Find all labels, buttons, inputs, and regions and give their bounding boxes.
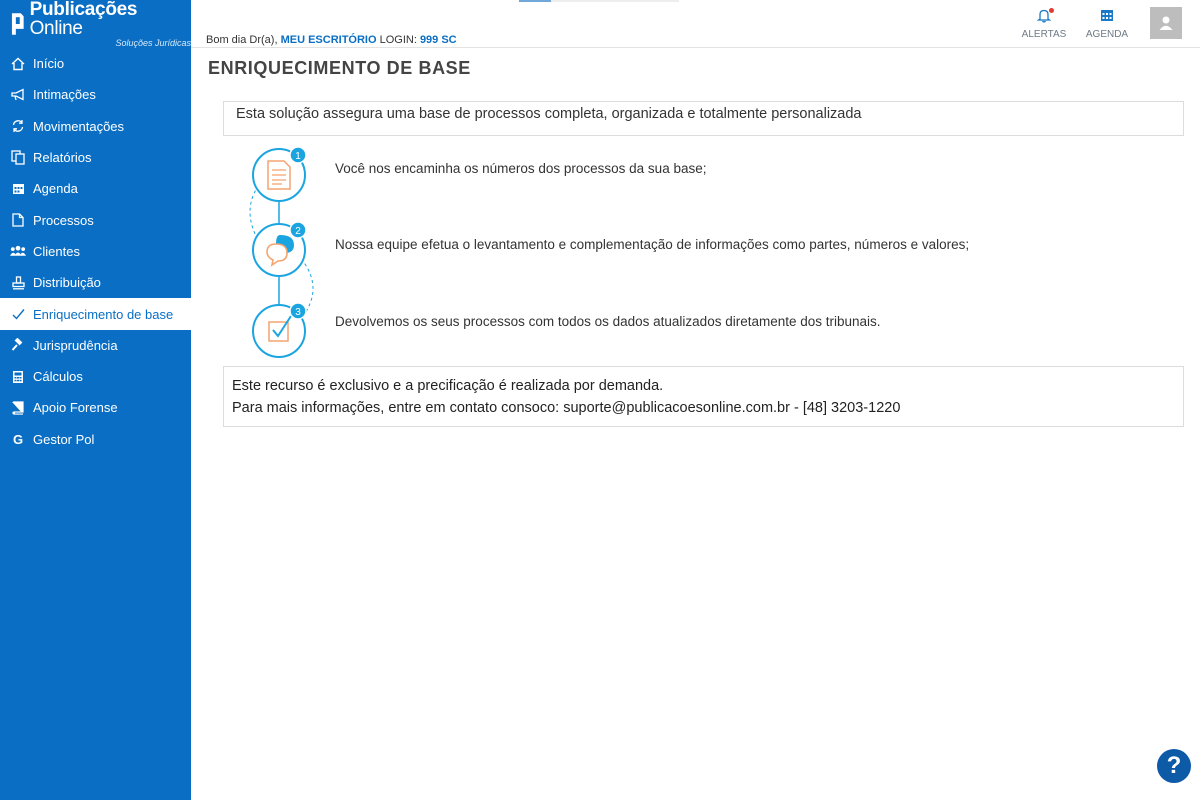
brand-name-bold: Publicações — [29, 0, 138, 20]
info-line-pricing: Este recurso é exclusivo e a precificação é realizada por demanda. — [232, 378, 664, 394]
step-1-text: Você nos encaminha os números dos processos da sua base; — [335, 161, 707, 176]
sidebar-item-label: Cálculos — [33, 369, 83, 385]
page-title: ENRIQUECIMENTO DE BASE — [208, 58, 471, 78]
logo-mark-icon — [10, 11, 26, 37]
sidebar-item-apoio-forense[interactable] — [0, 392, 191, 423]
sidebar-item-enriquecimento-de-base[interactable] — [0, 298, 191, 329]
book-icon — [10, 400, 26, 416]
gavel-icon — [10, 337, 26, 353]
sidebar-item-processos[interactable] — [0, 204, 191, 235]
sidebar-item-relatorios[interactable] — [0, 142, 191, 173]
sidebar-item-gestor-pol[interactable] — [0, 424, 191, 455]
sidebar-item-movimentacoes[interactable] — [0, 111, 191, 142]
sidebar-item-label: Jurisprudência — [33, 337, 118, 353]
user-greeting — [206, 34, 457, 46]
sidebar-item-label: Enriquecimento de base — [33, 306, 174, 322]
office-name: MEU ESCRITÓRIO — [280, 34, 377, 46]
users-icon — [10, 243, 26, 259]
alert-badge-dot — [1049, 8, 1054, 13]
sidebar-item-clientes[interactable] — [0, 236, 191, 267]
sidebar-item-label: Intimações — [33, 87, 96, 103]
user-icon — [1158, 15, 1174, 31]
sidebar-item-label: Início — [33, 56, 65, 72]
step-2-number: 2 — [295, 226, 301, 237]
calculator-icon — [10, 369, 26, 385]
sidebar-item-label: Clientes — [33, 243, 80, 259]
top-bar — [191, 0, 1200, 48]
intro-text: Esta solução assegura uma base de processos completa, organizada e totalmente personalizada — [236, 106, 862, 122]
agenda-label: AGENDA — [1085, 29, 1129, 40]
sidebar-item-inicio[interactable] — [0, 48, 191, 79]
stamp-icon — [10, 275, 26, 291]
step-1-number: 1 — [295, 151, 301, 162]
sidebar-item-label: Agenda — [33, 181, 78, 197]
info-box — [223, 366, 1184, 427]
sidebar — [0, 0, 191, 800]
login-value: 999 SC — [419, 34, 457, 46]
step-3-text: Devolvemos os seus processos com todos os dados atualizados diretamente dos tribunais. — [335, 314, 881, 329]
login-label: LOGIN: — [376, 34, 420, 46]
greeting-prefix: Bom dia Dr(a), — [206, 34, 281, 46]
user-avatar[interactable] — [1150, 7, 1182, 39]
calendar-icon — [1100, 8, 1114, 22]
brand-name-rest: Online — [29, 18, 83, 39]
document-icon — [268, 161, 290, 189]
sidebar-item-distribuicao[interactable] — [0, 267, 191, 298]
calendar-icon — [10, 181, 26, 197]
intro-box — [223, 101, 1184, 136]
file-icon — [10, 212, 26, 228]
info-line-contact: Para mais informações, entre em contato consoco: suporte@publicacoesonline.com.br - [48] 3203-1220 — [232, 400, 901, 416]
sidebar-item-label: Movimentações — [33, 118, 125, 134]
agenda-button[interactable] — [1077, 8, 1137, 40]
sidebar-item-label: Relatórios — [33, 150, 92, 166]
step-2-text: Nossa equipe efetua o levantamento e complementação de informações como partes, números e valores; — [335, 237, 970, 252]
help-question-icon: ? — [1166, 752, 1182, 779]
sidebar-item-label: Distribuição — [33, 275, 101, 291]
step-2-circle — [253, 222, 306, 276]
sidebar-item-intimacoes[interactable] — [0, 79, 191, 110]
alerts-button[interactable] — [1014, 8, 1074, 40]
sidebar-nav — [0, 48, 191, 455]
g-logo-icon: G — [12, 431, 24, 447]
sidebar-item-agenda[interactable] — [0, 173, 191, 204]
refresh-icon — [10, 118, 26, 134]
megaphone-icon — [10, 87, 26, 103]
sidebar-item-jurisprudencia[interactable] — [0, 330, 191, 361]
step-1-circle — [253, 147, 306, 201]
check-icon — [10, 306, 26, 322]
brand-tagline: Soluções Jurídicas — [115, 38, 191, 48]
sidebar-item-label: Processos — [33, 212, 94, 228]
top-loading-bar — [519, 0, 679, 2]
brand-logo[interactable] — [0, 0, 191, 48]
sidebar-item-label: Apoio Forense — [33, 400, 118, 416]
alerts-label: ALERTAS — [1021, 29, 1067, 40]
copy-icon — [10, 150, 26, 166]
home-icon — [10, 56, 26, 72]
sidebar-item-calculos[interactable] — [0, 361, 191, 392]
sidebar-item-label: Gestor Pol — [33, 431, 95, 447]
step-3-number: 3 — [295, 307, 301, 318]
step-3-circle — [253, 303, 306, 357]
help-button[interactable] — [1157, 749, 1191, 783]
